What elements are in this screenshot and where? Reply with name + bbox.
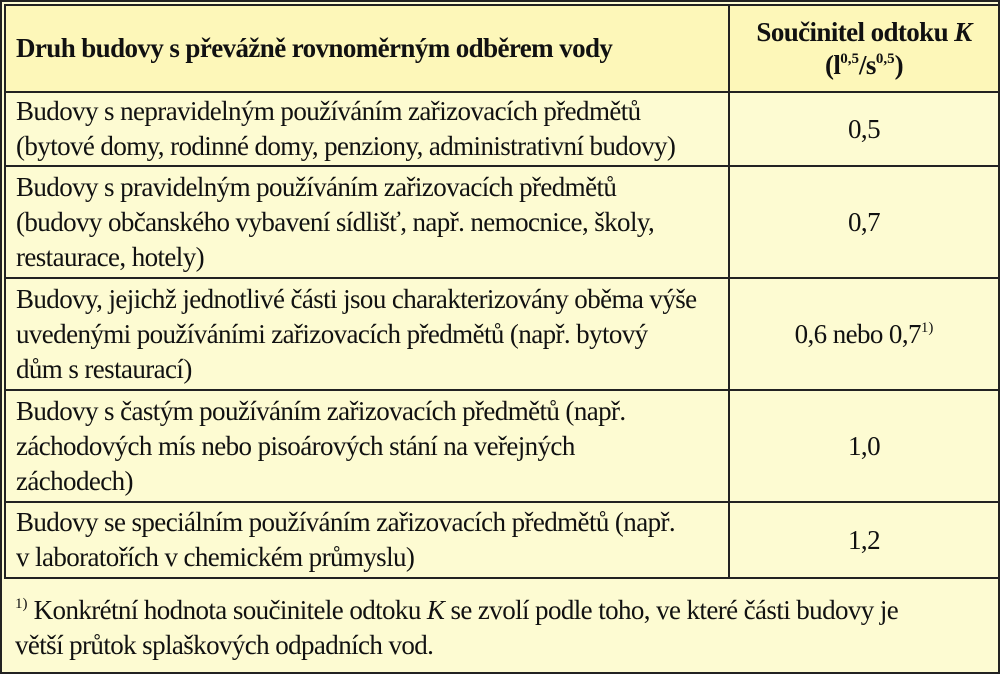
coefficient-cell [729, 278, 999, 390]
table-header-row [5, 5, 999, 92]
footnote-text-b: se zvolí podle toho, ve které části budovy je [450, 595, 899, 625]
building-type-cell [5, 278, 729, 390]
building-type-cell [5, 92, 729, 166]
coefficient-cell: 0,5 [729, 92, 999, 166]
coefficient-value: 0,6 nebo 0,7 [794, 318, 921, 349]
footnote-row [5, 578, 999, 677]
cell-line: záchodech) [16, 465, 133, 496]
building-type-cell [5, 390, 729, 502]
header-building-type: Druh budovy s převážně rovnoměrným odběrem vody [5, 5, 729, 92]
footnote-line-2: větší průtok splaškových odpadních vod. [15, 630, 434, 660]
table-row [5, 502, 999, 578]
building-type-cell [5, 166, 729, 278]
coefficient-cell: 1,2 [729, 502, 999, 578]
unit-open: (l [824, 49, 841, 80]
cell-line: (bytové domy, rodinné domy, penziony, administrativní budovy) [16, 131, 676, 161]
table-row [5, 278, 999, 390]
cell-line: Budovy s nepravidelným používáním zařizovacích předmětů [16, 96, 641, 126]
footnote-text-a: Konkrétní hodnota součinitele odtoku [33, 595, 421, 625]
footnote-symbol: K [426, 595, 445, 625]
header-coefficient-symbol: K [954, 16, 972, 47]
footnote-cell [5, 578, 999, 677]
cell-line: Budovy se speciálním používáním zařizovacích předmětů (např. [16, 507, 676, 537]
table-row [5, 166, 999, 278]
coefficient-cell: 1,0 [729, 390, 999, 502]
table-row [5, 390, 999, 502]
cell-line: Budovy s častým používáním zařizovacích předmětů (např. [16, 395, 626, 426]
unit-exponent-2: 0,5 [875, 50, 895, 67]
footnote-mark: 1) [15, 596, 28, 612]
table-row [5, 92, 999, 166]
unit-exponent-1: 0,5 [840, 50, 860, 67]
runoff-coefficient-table [4, 4, 1000, 677]
cell-line: (budovy občanského vybavení sídlišť, např. nemocnice, školy, [16, 206, 655, 237]
unit-mid: /s [859, 49, 876, 80]
cell-line: v laboratořích v chemickém průmyslu) [16, 542, 415, 572]
cell-line: záchodových mís nebo pisoárových stání na veřejných [16, 430, 575, 461]
header-coefficient-title: Součinitel odtoku [756, 16, 949, 47]
footnote-reference: 1) [920, 319, 934, 336]
cell-line: Budovy, jejichž jednotlivé části jsou charakterizovány oběma výše [16, 283, 697, 314]
cell-line: dům s restaurací) [16, 353, 192, 384]
cell-line: uvedenými používáními zařizovacích předmětů (např. bytový [16, 318, 648, 349]
cell-line: restaurace, hotely) [16, 241, 204, 272]
unit-close: ) [894, 49, 903, 80]
header-coefficient [729, 5, 999, 92]
coefficient-cell: 0,7 [729, 166, 999, 278]
building-type-cell [5, 502, 729, 578]
cell-line: Budovy s pravidelným používáním zařizovacích předmětů [16, 171, 617, 202]
